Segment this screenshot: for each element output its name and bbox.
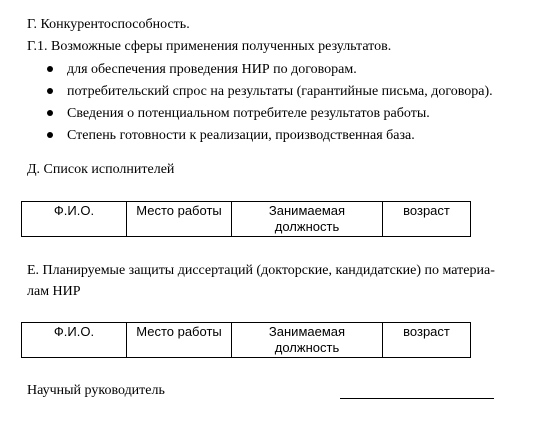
list-item [47,61,357,79]
header-cell-fio: Ф.И.О. [22,202,127,237]
header-cell-position: Занимаемая должность [232,202,383,237]
bullet-dot-icon [47,66,53,72]
header-cell-age: возраст [383,202,471,237]
section-g-title: Г. Конкурентоспособность. [27,17,190,32]
bullet-dot-icon [47,132,53,138]
table-row [22,202,471,237]
list-item-text: Сведения о потенциальном потребителе результатов работы. [67,106,430,121]
list-item-text: Степень готовности к реализации, производственная база. [67,128,415,143]
list-item-text: для обеспечения проведения НИР по договорам. [67,62,357,77]
section-d-title: Д. Список исполнителей [27,162,175,177]
header-cell-workplace: Место работы [127,202,232,237]
list-item [47,127,415,145]
signature-line [340,398,494,399]
bullet-dot-icon [47,88,53,94]
header-cell-position: Занимаемая должность [232,323,383,358]
header-cell-workplace: Место работы [127,323,232,358]
header-cell-fio: Ф.И.О. [22,323,127,358]
table-row [22,323,471,358]
signature-label: Научный руководитель [27,383,165,398]
header-cell-age: возраст [383,323,471,358]
executors-table [21,201,471,237]
list-item [47,105,430,123]
list-item-text: потребительский спрос на результаты (гарантийные письма, договора). [67,84,493,99]
dissertations-table [21,322,471,358]
section-g-subtitle: Г.1. Возможные сферы применения полученных результатов. [27,39,392,54]
section-e-title-line1: Е. Планируемые защиты диссертаций (докторские, кандидатские) по материа- [27,263,495,278]
list-item [47,83,493,101]
section-e-title-line2: лам НИР [27,284,81,299]
bullet-dot-icon [47,110,53,116]
